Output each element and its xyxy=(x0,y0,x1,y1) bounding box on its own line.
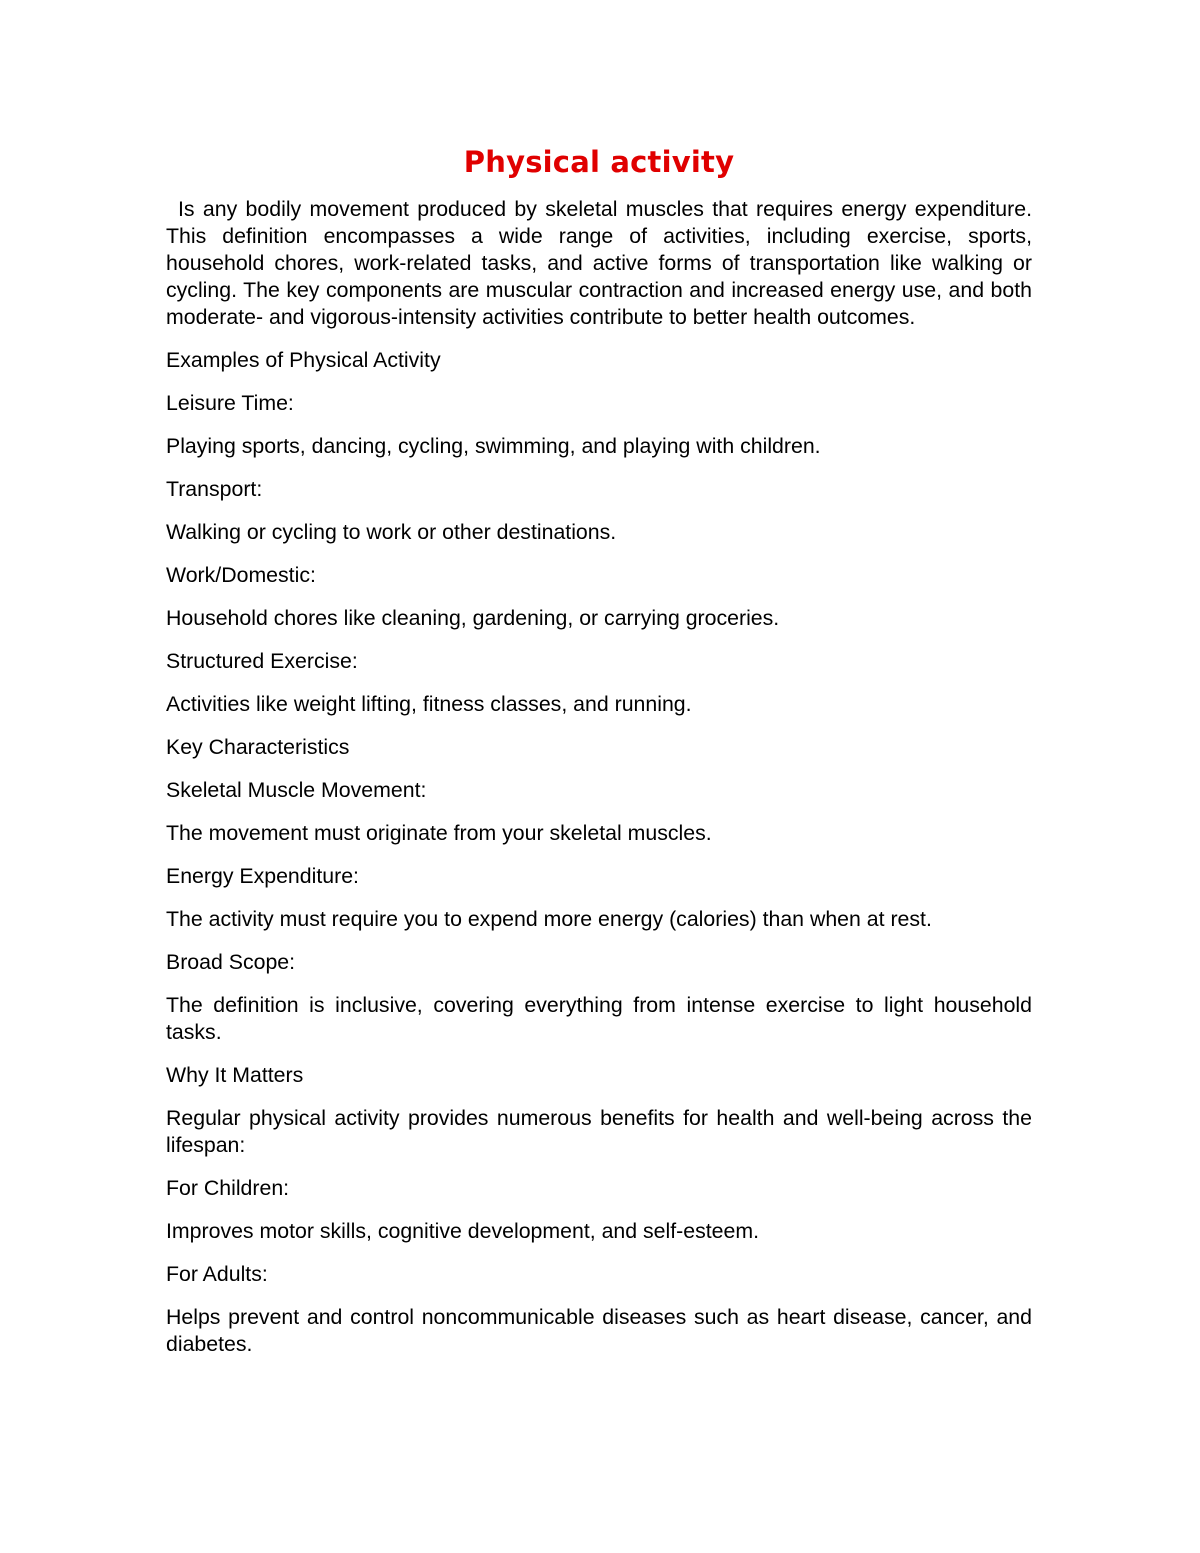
children-label: For Children: xyxy=(166,1176,290,1200)
transport-label: Transport: xyxy=(166,477,263,501)
scope-text: The definition is inclusive, covering everything from intense exercise to light household tasks. xyxy=(166,993,1032,1044)
children-text: Improves motor skills, cognitive development, and self-esteem. xyxy=(166,1219,760,1243)
leisure-text: Playing sports, dancing, cycling, swimming, and playing with children. xyxy=(166,434,821,458)
transport-text: Walking or cycling to work or other destinations. xyxy=(166,520,617,544)
characteristics-heading: Key Characteristics xyxy=(166,735,350,759)
examples-heading: Examples of Physical Activity xyxy=(166,348,441,372)
energy-label: Energy Expenditure: xyxy=(166,864,359,888)
matters-text: Regular physical activity provides numerous benefits for health and well-being across the lifespan: xyxy=(166,1106,1032,1157)
work-label: Work/Domestic: xyxy=(166,563,316,587)
skeletal-label: Skeletal Muscle Movement: xyxy=(166,778,427,802)
energy-text: The activity must require you to expend more energy (calories) than when at rest. xyxy=(166,907,932,931)
adults-label: For Adults: xyxy=(166,1262,268,1286)
work-text: Household chores like cleaning, gardening, or carrying groceries. xyxy=(166,606,780,630)
skeletal-text: The movement must originate from your skeletal muscles. xyxy=(166,821,712,845)
matters-heading: Why It Matters xyxy=(166,1063,304,1087)
document-title: Physical activity xyxy=(463,145,735,179)
adults-text: Helps prevent and control noncommunicable diseases such as heart disease, cancer, and diabetes. xyxy=(166,1305,1032,1356)
structured-text: Activities like weight lifting, fitness classes, and running. xyxy=(166,692,692,716)
document-page xyxy=(166,140,1032,1374)
intro-paragraph: Is any bodily movement produced by skeletal muscles that requires energy expenditure. This definition encompasses a wide range of activities, including exercise, sports, household chores, work-related tasks, and active forms of transportation like walking or cycling. The key components are muscular contraction and increased energy use, and both moderate- and vigorous-intensity activities contribute to better health outcomes. xyxy=(166,197,1032,329)
leisure-label: Leisure Time: xyxy=(166,391,294,415)
scope-label: Broad Scope: xyxy=(166,950,296,974)
structured-label: Structured Exercise: xyxy=(166,649,358,673)
